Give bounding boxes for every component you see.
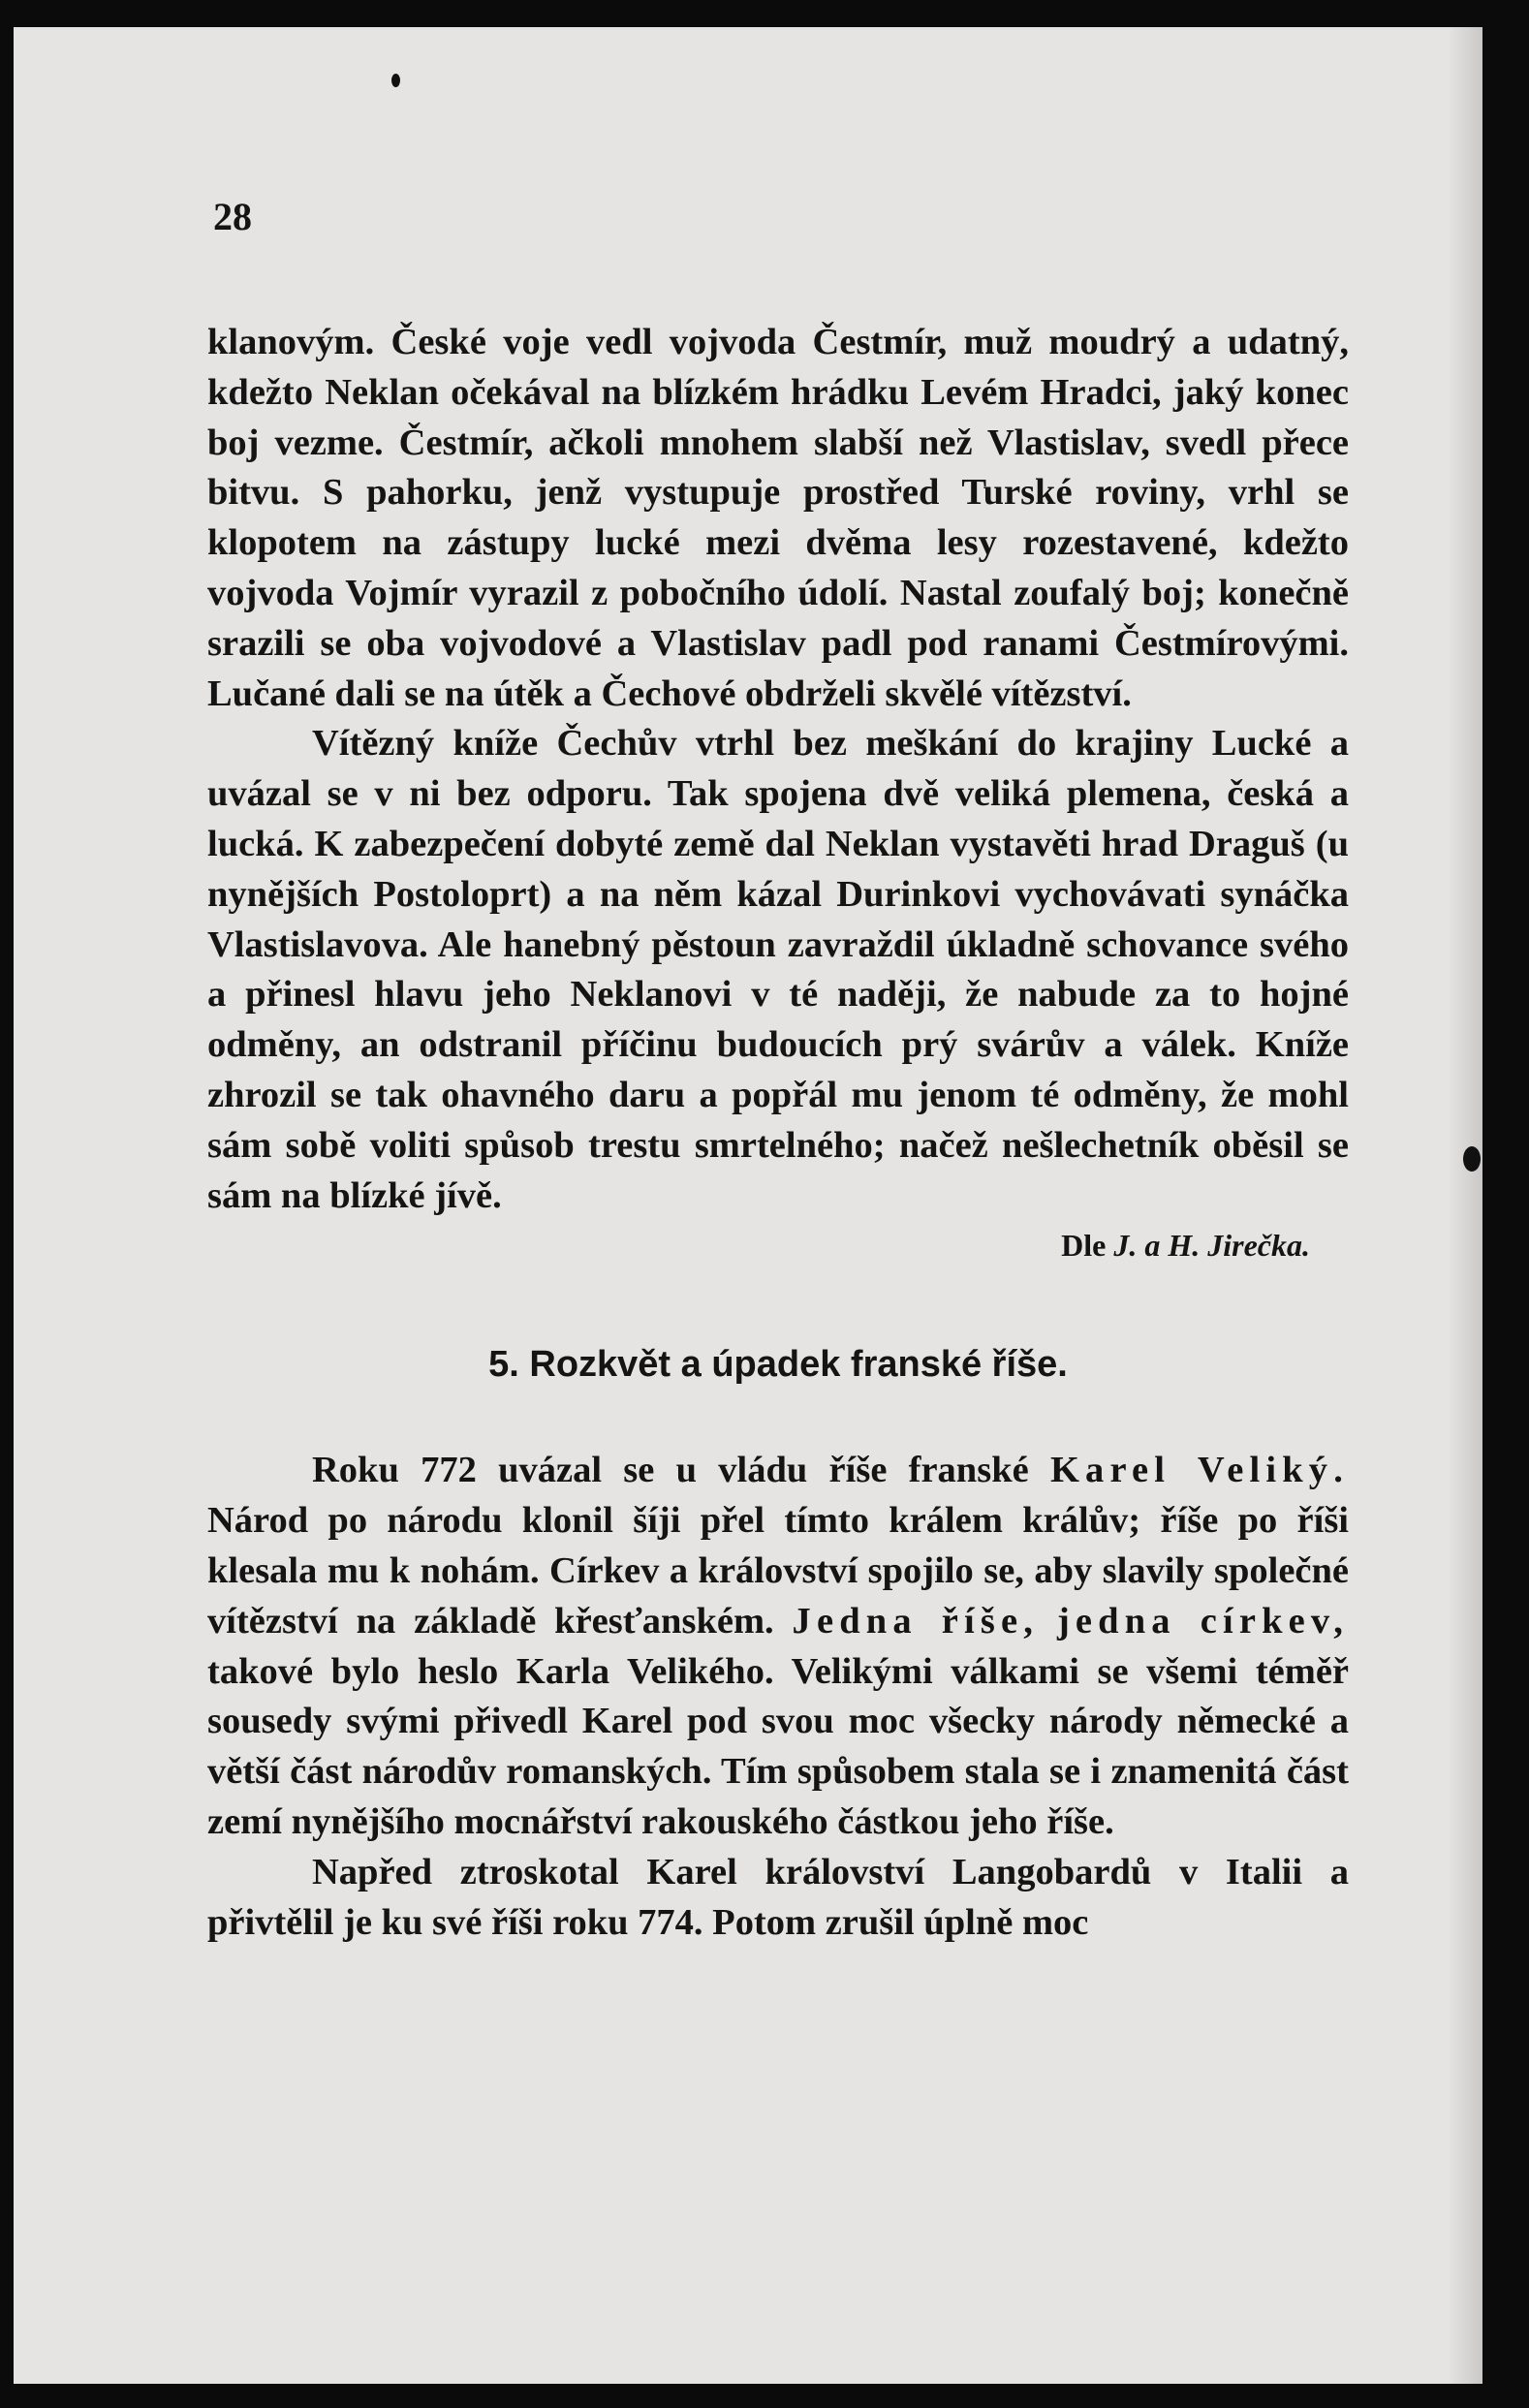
paragraph-text: Národ po národu klonil šíji přel tímto králem králův; říše po říši klesala mu k nohám. Církev a království spojilo se, aby slavily společné vítězství na základě křesťanském.: [207, 1500, 1349, 1642]
emphasized-name: Karel Veliký.: [1049, 1450, 1349, 1491]
page-number: 28: [213, 195, 252, 238]
page-edge-shadow: [1448, 27, 1482, 2384]
emphasized-motto: jedna církev,: [1056, 1600, 1349, 1642]
paragraph: Napřed ztroskotal Karel království Langobardů v Italii a přivtělil je ku své říši roku 774. Potom zrušil úplně moc: [207, 1851, 1349, 1943]
emphasized-motto: Jedna říše,: [792, 1600, 1040, 1642]
paragraph: [207, 1446, 1349, 1847]
paragraph: Vítězný kníže Čechův vtrhl bez meškání do krajiny Lucké a uvázal se v ni bez odporu. Tak spojena dvě veliká plemena, česká a lucká. K zabezpečení dobyté země dal Neklan vystavěti hrad Draguš (u nynějších Postoloprt) a na něm kázal Durinkovi vychovávati synáčka Vlastislavova. Ale hanebný pěstoun zavraždil úkladně schovance svého a přinesl hlavu jeho Neklanovi v té naději, že nabude za to hojné odměny, an odstranil příčinu budoucích prý svárův a válek. Kníže zhrozil se tak ohavného daru a popřál mu jenom té odměny, že mohl sám sobě voliti spůsob trestu smrtelného; načež nešlechetník oběsil se sám na blízké jívě.: [207, 723, 1349, 1216]
attribution: [207, 1225, 1349, 1266]
attribution-prefix: Dle: [1061, 1228, 1107, 1264]
attribution-authors: J. a H. Jirečka.: [1113, 1228, 1310, 1264]
ink-speck: [1463, 1146, 1481, 1172]
ink-speck: [391, 74, 400, 87]
paragraph-text: Roku 772 uvázal se u vládu říše franské: [312, 1450, 1029, 1491]
book-page: [14, 27, 1482, 2384]
paragraph-text: takové bylo heslo Karla Velikého. Velikými válkami se všemi téměř sousedy svými přivedl Karel pod svou moc všecky národy německé a větší část národův romanských. Tím spůsobem stala se i znamenitá část zemí nynějšího mocnářství rakouského částkou jeho říše.: [207, 1650, 1349, 1842]
paragraph: klanovým. České voje vedl vojvoda Čestmír, muž moudrý a udatný, kdežto Neklan očekával na blízkém hrádku Levém Hradci, jaký konec boj vezme. Čestmír, ačkoli mnohem slabší než Vlastislav, svedl přece bitvu. S pahorku, jenž vystupuje prostřed Turské roviny, vrhl se klopotem na zástupy lucké mezi dvěma lesy rozestavené, kdežto vojvoda Vojmír vyrazil z pobočního údolí. Nastal zoufalý boj; konečně srazili se oba vojvodové a Vlastislav padl pod ranami Čestmírovými. Lučané dali se na útěk a Čechové obdrželi skvělé vítězství.: [207, 322, 1349, 714]
page-text: [207, 318, 1349, 1948]
section-heading: 5. Rozkvět a úpadek franské říše.: [488, 1344, 1068, 1386]
